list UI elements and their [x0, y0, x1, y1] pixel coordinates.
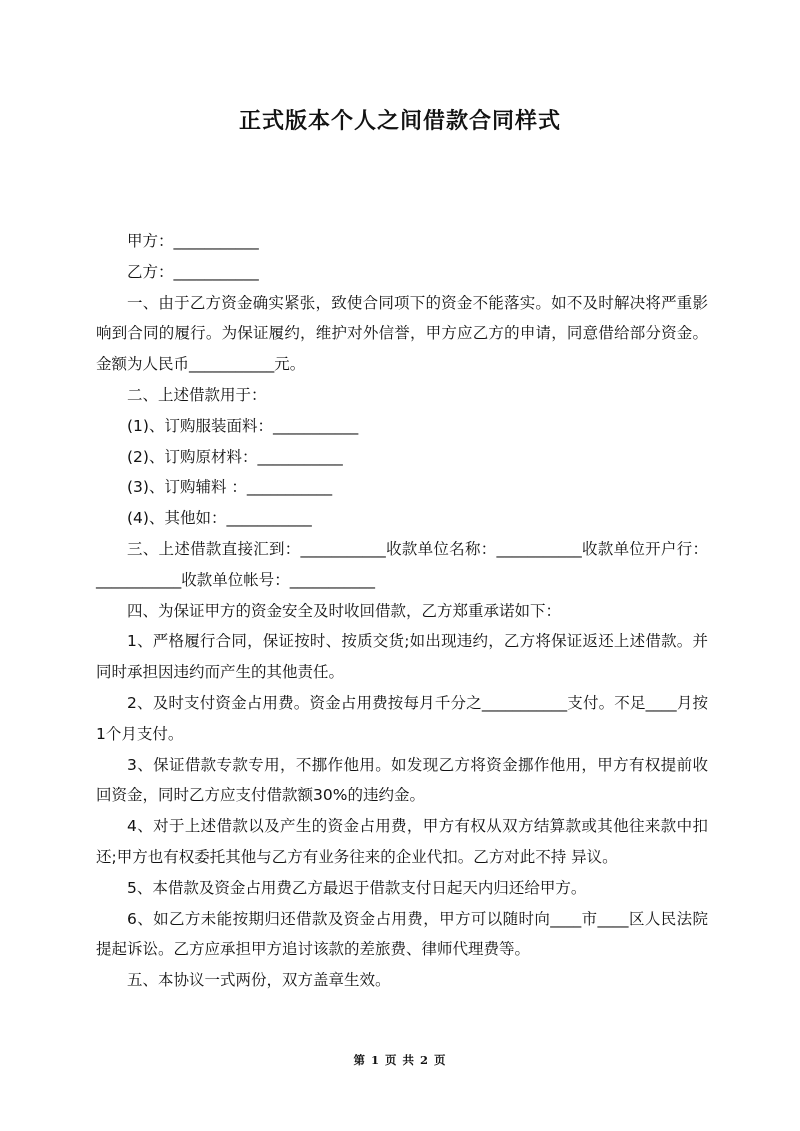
promise-1: 1、严格履行合同，保证按时、按质交货;如出现违约，乙方将保证返还上述借款。并同时承担因违约而产生的其他责任。: [96, 632, 708, 682]
use-item-4: (4)、其他如：___________: [127, 509, 312, 528]
clause-4-heading: 四、为保证甲方的资金安全及时收回借款，乙方郑重承诺如下：: [127, 601, 562, 620]
use-item-2: (2)、订购原材料：___________: [127, 447, 343, 466]
party-b-line: 乙方：___________: [127, 262, 259, 281]
promise-6: 6、如乙方未能按期归还借款及资金占用费，甲方可以随时向____市____区人民法院提起诉讼。乙方应承担甲方追讨该款的差旅费、律师代理费等。: [96, 909, 708, 959]
party-a-line: 甲方：___________: [127, 232, 259, 250]
promise-4: 4、对于上述借款以及产生的资金占用费，甲方有权从双方结算款或其他往来款中扣还;甲方也有权委托其他与乙方有业务往来的企业代扣。乙方对此不持 异议。: [96, 817, 708, 866]
promise-5: 5、本借款及资金占用费乙方最迟于借款支付日起天内归还给甲方。: [127, 878, 587, 897]
clause-2-heading: 二、上述借款用于：: [127, 385, 267, 404]
clause-5-effect: 五、本协议一式两份，双方盖章生效。: [127, 971, 391, 990]
clause-1-reason: 一、由于乙方资金确实紧张，致使合同项下的资金不能落实。如不及时解决将严重影响到合同的履行。为保证履约，维护对外信誉，甲方应乙方的申请，同意借给部分资金。金额为人民币___________元。: [96, 293, 708, 374]
clause-3-remittance: 三、上述借款直接汇到：___________收款单位名称：___________收款单位开户行：___________收款单位帐号：___________: [96, 539, 708, 589]
document-title: 正式版本个人之间借款合同样式: [238, 109, 561, 134]
page-indicator: 第 1 页 共 2 页: [353, 1053, 447, 1067]
use-item-1: (1)、订购服装面料：___________: [127, 416, 359, 435]
promise-3: 3、保证借款专款专用，不挪作他用。如发现乙方将资金挪作他用，甲方有权提前收回资金，同时乙方应支付借款额30%的违约金。: [96, 755, 708, 805]
use-item-3: (3)、订购辅料 ：___________: [127, 478, 333, 497]
document-body: [96, 226, 708, 996]
promise-2: 2、及时支付资金占用费。资金占用费按每月千分之___________支付。不足____月按1个月支付。: [96, 693, 708, 743]
